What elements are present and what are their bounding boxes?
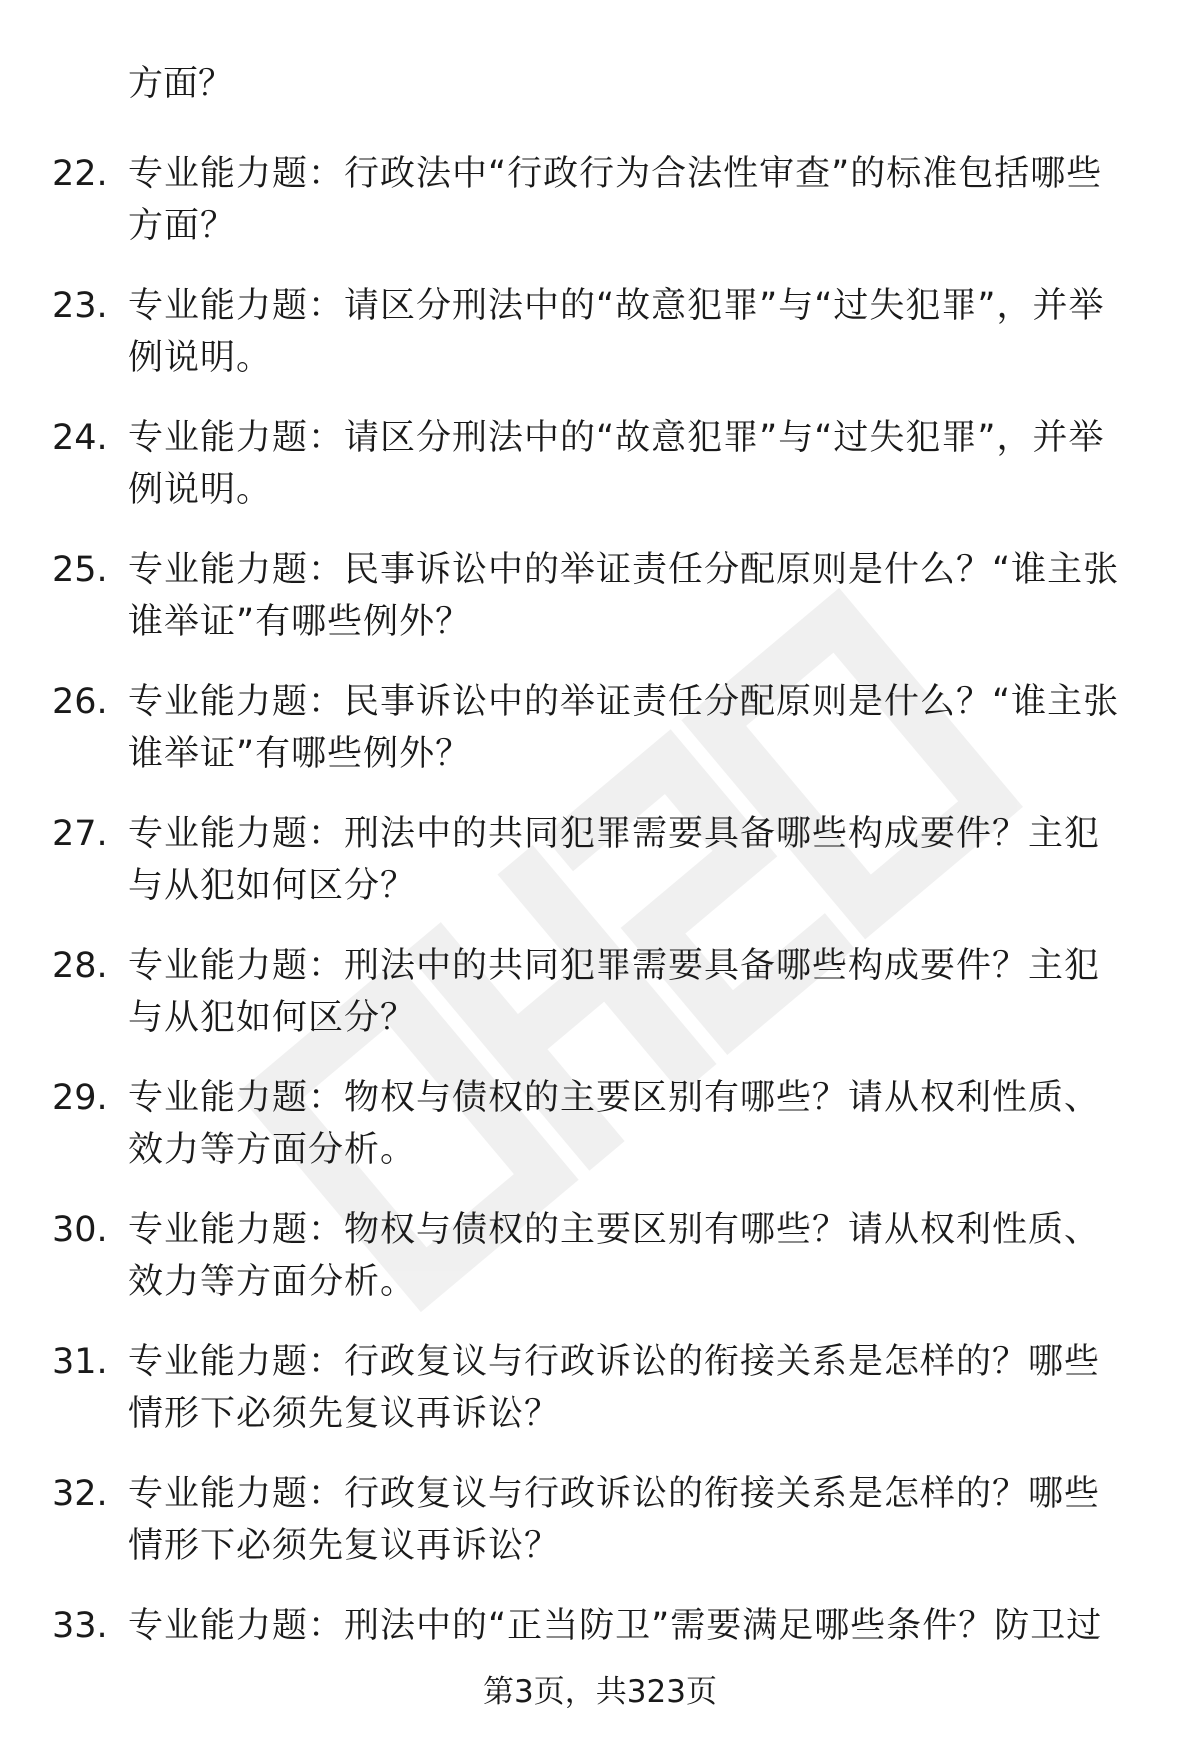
question-number: 33. [52,1606,108,1646]
question-text: 专业能力题：请区分刑法中的“故意犯罪”与“过失犯罪”，并举例说明。 [128,286,1105,378]
question-text: 专业能力题：民事诉讼中的举证责任分配原则是什么？“谁主张谁举证”有哪些例外？ [128,550,1120,642]
question-item [0,412,1200,516]
question-item [0,280,1200,384]
question-text: 专业能力题：物权与债权的主要区别有哪些？请从权利性质、效力等方面分析。 [128,1078,1101,1170]
continuation-text: 方面？ [128,64,234,104]
question-number: 32. [52,1474,108,1514]
question-number: 31. [52,1342,108,1382]
question-item [0,676,1200,780]
question-number: 28. [52,946,108,986]
question-number: 26. [52,682,108,722]
question-item [0,1204,1200,1308]
question-number: 23. [52,286,108,326]
question-number: 22. [52,154,108,194]
question-number: 24. [52,418,108,458]
question-number: 27. [52,814,108,854]
question-item [0,1600,1200,1652]
question-item [0,544,1200,648]
question-text: 专业能力题：行政法中“行政行为合法性审查”的标准包括哪些方面？ [128,154,1103,246]
question-text: 专业能力题：刑法中的共同犯罪需要具备哪些构成要件？主犯与从犯如何区分？ [128,946,1101,1038]
question-item [0,940,1200,1044]
question-item [0,1072,1200,1176]
question-text: 专业能力题：行政复议与行政诉讼的衔接关系是怎样的？哪些情形下必须先复议再诉讼？ [128,1474,1101,1566]
question-number: 29. [52,1078,108,1118]
question-list [0,148,1200,1680]
question-number: 30. [52,1210,108,1250]
page-footer: 第3页，共323页 [483,1674,717,1710]
question-text: 专业能力题：刑法中的“正当防卫”需要满足哪些条件？防卫过 [128,1606,1103,1646]
question-item [0,1468,1200,1572]
question-item [0,1336,1200,1440]
question-text: 专业能力题：行政复议与行政诉讼的衔接关系是怎样的？哪些情形下必须先复议再诉讼？ [128,1342,1101,1434]
question-item [0,808,1200,912]
question-text: 专业能力题：请区分刑法中的“故意犯罪”与“过失犯罪”，并举例说明。 [128,418,1105,510]
question-text: 专业能力题：民事诉讼中的举证责任分配原则是什么？“谁主张谁举证”有哪些例外？ [128,682,1120,774]
question-text: 专业能力题：刑法中的共同犯罪需要具备哪些构成要件？主犯与从犯如何区分？ [128,814,1101,906]
question-item [0,148,1200,252]
question-text: 专业能力题：物权与债权的主要区别有哪些？请从权利性质、效力等方面分析。 [128,1210,1101,1302]
question-number: 25. [52,550,108,590]
